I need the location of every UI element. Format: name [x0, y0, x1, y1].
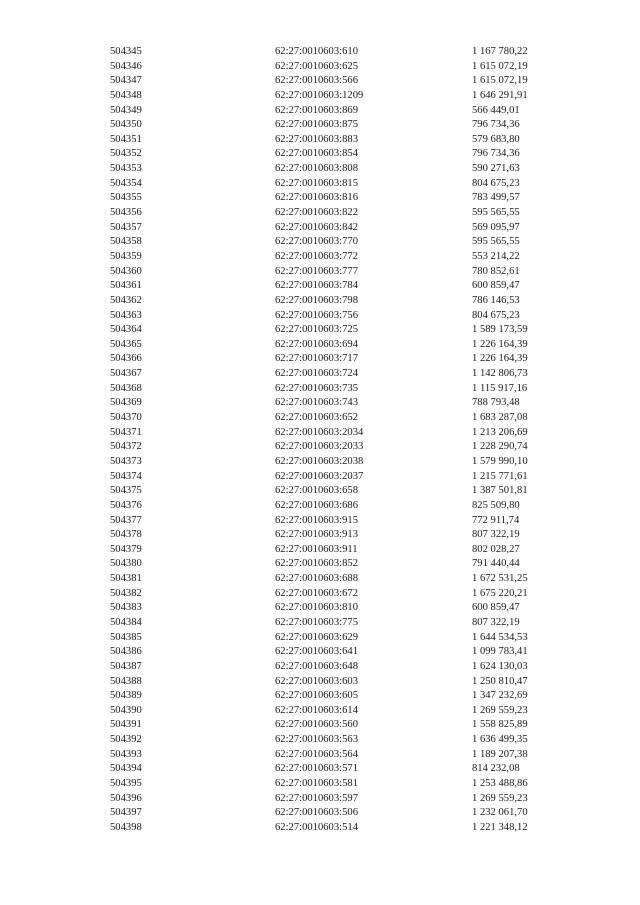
table-row: [110, 792, 550, 807]
table-row: [110, 221, 550, 236]
value-cell: 814 232,08: [472, 763, 520, 775]
row-number-cell: 504347: [110, 75, 142, 87]
table-row: [110, 572, 550, 587]
row-number-cell: 504357: [110, 221, 142, 233]
table-row: [110, 89, 550, 104]
cadastral-number-cell: 62:27:0010603:658: [275, 485, 358, 497]
cadastral-number-cell: 62:27:0010603:815: [275, 177, 358, 189]
table-row: [110, 45, 550, 60]
row-number-cell: 504351: [110, 133, 142, 145]
table-row: [110, 294, 550, 309]
row-number-cell: 504374: [110, 470, 142, 482]
table-row: [110, 382, 550, 397]
cadastral-number-cell: 62:27:0010603:852: [275, 558, 358, 570]
table-row: [110, 616, 550, 631]
row-number-cell: 504345: [110, 46, 142, 57]
value-cell: 788 793,48: [472, 397, 520, 409]
table-row: [110, 675, 550, 690]
value-cell: 553 214,22: [472, 250, 520, 262]
cadastral-number-cell: 62:27:0010603:605: [275, 690, 358, 702]
row-number-cell: 504346: [110, 60, 142, 72]
table-row: [110, 279, 550, 294]
cadastral-number-cell: 62:27:0010603:688: [275, 573, 358, 585]
value-cell: 579 683,80: [472, 133, 520, 145]
table-row: [110, 704, 550, 719]
cadastral-number-cell: 62:27:0010603:2037: [275, 470, 364, 482]
value-cell: 1 387 501,81: [472, 485, 528, 497]
value-cell: 1 189 207,38: [472, 748, 528, 760]
cadastral-number-cell: 62:27:0010603:724: [275, 368, 358, 380]
table-row: [110, 206, 550, 221]
cadastral-number-cell: 62:27:0010603:514: [275, 821, 358, 833]
cadastral-number-cell: 62:27:0010603:2034: [275, 426, 364, 438]
table-row: [110, 601, 550, 616]
table-row: [110, 338, 550, 353]
value-cell: 1 221 348,12: [472, 821, 528, 833]
row-number-cell: 504386: [110, 646, 142, 658]
table-row: [110, 118, 550, 133]
value-cell: 825 509,80: [472, 499, 520, 511]
data-table: [110, 45, 550, 836]
cadastral-number-cell: 62:27:0010603:822: [275, 207, 358, 219]
cadastral-number-cell: 62:27:0010603:2038: [275, 455, 364, 467]
row-number-cell: 504355: [110, 192, 142, 204]
row-number-cell: 504398: [110, 821, 142, 833]
table-row: [110, 587, 550, 602]
value-cell: 1 615 072,19: [472, 60, 528, 72]
value-cell: 1 099 783,41: [472, 646, 528, 658]
cadastral-number-cell: 62:27:0010603:603: [275, 675, 358, 687]
cadastral-number-cell: 62:27:0010603:842: [275, 221, 358, 233]
table-row: [110, 411, 550, 426]
table-row: [110, 821, 550, 836]
row-number-cell: 504391: [110, 719, 142, 731]
table-row: [110, 104, 550, 119]
cadastral-number-cell: 62:27:0010603:672: [275, 587, 358, 599]
table-row: [110, 74, 550, 89]
row-number-cell: 504353: [110, 163, 142, 175]
table-row: [110, 718, 550, 733]
row-number-cell: 504384: [110, 616, 142, 628]
cadastral-number-cell: 62:27:0010603:915: [275, 514, 358, 526]
row-number-cell: 504378: [110, 529, 142, 541]
row-number-cell: 504372: [110, 441, 142, 453]
cadastral-number-cell: 62:27:0010603:563: [275, 734, 358, 746]
row-number-cell: 504361: [110, 280, 142, 292]
value-cell: 1 558 825,89: [472, 719, 528, 731]
table-row: [110, 265, 550, 280]
table-row: [110, 426, 550, 441]
row-number-cell: 504352: [110, 148, 142, 160]
cadastral-number-cell: 62:27:0010603:641: [275, 646, 358, 658]
table-row: [110, 484, 550, 499]
cadastral-number-cell: 62:27:0010603:564: [275, 748, 358, 760]
row-number-cell: 504368: [110, 382, 142, 394]
table-row: [110, 250, 550, 265]
value-cell: 1 644 534,53: [472, 631, 528, 643]
value-cell: 1 215 771,61: [472, 470, 528, 482]
cadastral-number-cell: 62:27:0010603:629: [275, 631, 358, 643]
cadastral-number-cell: 62:27:0010603:717: [275, 353, 358, 365]
value-cell: 1 213 206,69: [472, 426, 528, 438]
value-cell: 1 228 290,74: [472, 441, 528, 453]
table-row: [110, 191, 550, 206]
table-row: [110, 733, 550, 748]
row-number-cell: 504366: [110, 353, 142, 365]
table-row: [110, 323, 550, 338]
cadastral-number-cell: 62:27:0010603:854: [275, 148, 358, 160]
value-cell: 1 636 499,35: [472, 734, 528, 746]
cadastral-number-cell: 62:27:0010603:1209: [275, 89, 364, 101]
value-cell: 1 672 531,25: [472, 573, 528, 585]
value-cell: 1 142 806,73: [472, 368, 528, 380]
cadastral-number-cell: 62:27:0010603:648: [275, 660, 358, 672]
cadastral-number-cell: 62:27:0010603:772: [275, 250, 358, 262]
table-row: [110, 806, 550, 821]
table-row: [110, 162, 550, 177]
row-number-cell: 504358: [110, 236, 142, 248]
value-cell: 796 734,36: [472, 148, 520, 160]
table-row: [110, 777, 550, 792]
table-row: [110, 543, 550, 558]
cadastral-number-cell: 62:27:0010603:571: [275, 763, 358, 775]
row-number-cell: 504390: [110, 704, 142, 716]
cadastral-number-cell: 62:27:0010603:875: [275, 119, 358, 131]
cadastral-number-cell: 62:27:0010603:652: [275, 412, 358, 424]
table-row: [110, 396, 550, 411]
table-row: [110, 133, 550, 148]
table-row: [110, 557, 550, 572]
cadastral-number-cell: 62:27:0010603:625: [275, 60, 358, 72]
table-row: [110, 352, 550, 367]
value-cell: 1 646 291,91: [472, 89, 528, 101]
row-number-cell: 504349: [110, 104, 142, 116]
value-cell: 1 624 130,03: [472, 660, 528, 672]
row-number-cell: 504354: [110, 177, 142, 189]
table-row: [110, 645, 550, 660]
table-row: [110, 455, 550, 470]
value-cell: 807 322,19: [472, 529, 520, 541]
cadastral-number-cell: 62:27:0010603:614: [275, 704, 358, 716]
value-cell: 566 449,01: [472, 104, 520, 116]
value-cell: 796 734,36: [472, 119, 520, 131]
row-number-cell: 504393: [110, 748, 142, 760]
cadastral-number-cell: 62:27:0010603:2033: [275, 441, 364, 453]
row-number-cell: 504396: [110, 792, 142, 804]
cadastral-number-cell: 62:27:0010603:506: [275, 807, 358, 819]
table-row: [110, 762, 550, 777]
cadastral-number-cell: 62:27:0010603:694: [275, 338, 358, 350]
cadastral-number-cell: 62:27:0010603:883: [275, 133, 358, 145]
value-cell: 595 565,55: [472, 207, 520, 219]
value-cell: 1 675 220,21: [472, 587, 528, 599]
row-number-cell: 504377: [110, 514, 142, 526]
value-cell: 1 250 810,47: [472, 675, 528, 687]
table-row: [110, 177, 550, 192]
cadastral-number-cell: 62:27:0010603:610: [275, 46, 358, 57]
cadastral-number-cell: 62:27:0010603:560: [275, 719, 358, 731]
row-number-cell: 504392: [110, 734, 142, 746]
value-cell: 595 565,55: [472, 236, 520, 248]
value-cell: 804 675,23: [472, 177, 520, 189]
cadastral-number-cell: 62:27:0010603:911: [275, 543, 358, 555]
row-number-cell: 504389: [110, 690, 142, 702]
cadastral-number-cell: 62:27:0010603:810: [275, 602, 358, 614]
row-number-cell: 504381: [110, 573, 142, 585]
row-number-cell: 504356: [110, 207, 142, 219]
row-number-cell: 504383: [110, 602, 142, 614]
table-row: [110, 499, 550, 514]
row-number-cell: 504369: [110, 397, 142, 409]
value-cell: 804 675,23: [472, 309, 520, 321]
value-cell: 1 269 559,23: [472, 704, 528, 716]
value-cell: 780 852,61: [472, 265, 520, 277]
value-cell: 1 226 164,39: [472, 338, 528, 350]
value-cell: 569 095,97: [472, 221, 520, 233]
row-number-cell: 504371: [110, 426, 142, 438]
value-cell: 1 269 559,23: [472, 792, 528, 804]
cadastral-number-cell: 62:27:0010603:808: [275, 163, 358, 175]
row-number-cell: 504350: [110, 119, 142, 131]
value-cell: 590 271,63: [472, 163, 520, 175]
row-number-cell: 504363: [110, 309, 142, 321]
cadastral-number-cell: 62:27:0010603:777: [275, 265, 358, 277]
row-number-cell: 504364: [110, 324, 142, 336]
cadastral-number-cell: 62:27:0010603:756: [275, 309, 358, 321]
value-cell: 1 683 287,08: [472, 412, 528, 424]
row-number-cell: 504387: [110, 660, 142, 672]
value-cell: 1 347 232,69: [472, 690, 528, 702]
value-cell: 600 859,47: [472, 602, 520, 614]
table-row: [110, 235, 550, 250]
cadastral-number-cell: 62:27:0010603:566: [275, 75, 358, 87]
row-number-cell: 504385: [110, 631, 142, 643]
table-row: [110, 309, 550, 324]
cadastral-number-cell: 62:27:0010603:725: [275, 324, 358, 336]
cadastral-number-cell: 62:27:0010603:743: [275, 397, 358, 409]
row-number-cell: 504380: [110, 558, 142, 570]
row-number-cell: 504370: [110, 412, 142, 424]
row-number-cell: 504362: [110, 294, 142, 306]
cadastral-number-cell: 62:27:0010603:597: [275, 792, 358, 804]
value-cell: 1 167 780,22: [472, 46, 528, 57]
value-cell: 786 146,53: [472, 294, 520, 306]
value-cell: 1 226 164,39: [472, 353, 528, 365]
cadastral-number-cell: 62:27:0010603:686: [275, 499, 358, 511]
row-number-cell: 504382: [110, 587, 142, 599]
row-number-cell: 504365: [110, 338, 142, 350]
cadastral-number-cell: 62:27:0010603:913: [275, 529, 358, 541]
table-row: [110, 631, 550, 646]
row-number-cell: 504379: [110, 543, 142, 555]
value-cell: 791 440,44: [472, 558, 520, 570]
value-cell: 1 615 072,19: [472, 75, 528, 87]
value-cell: 1 579 990,10: [472, 455, 528, 467]
row-number-cell: 504395: [110, 778, 142, 790]
row-number-cell: 504376: [110, 499, 142, 511]
value-cell: 772 911,74: [472, 514, 520, 526]
row-number-cell: 504394: [110, 763, 142, 775]
cadastral-number-cell: 62:27:0010603:798: [275, 294, 358, 306]
table-row: [110, 514, 550, 529]
cadastral-number-cell: 62:27:0010603:770: [275, 236, 358, 248]
cadastral-number-cell: 62:27:0010603:581: [275, 778, 358, 790]
table-row: [110, 528, 550, 543]
cadastral-number-cell: 62:27:0010603:735: [275, 382, 358, 394]
row-number-cell: 504373: [110, 455, 142, 467]
row-number-cell: 504388: [110, 675, 142, 687]
value-cell: 1 253 488,86: [472, 778, 528, 790]
table-row: [110, 660, 550, 675]
value-cell: 802 028,27: [472, 543, 520, 555]
table-row: [110, 470, 550, 485]
value-cell: 600 859,47: [472, 280, 520, 292]
row-number-cell: 504360: [110, 265, 142, 277]
row-number-cell: 504375: [110, 485, 142, 497]
cadastral-number-cell: 62:27:0010603:869: [275, 104, 358, 116]
row-number-cell: 504348: [110, 89, 142, 101]
cadastral-number-cell: 62:27:0010603:784: [275, 280, 358, 292]
value-cell: 1 589 173,59: [472, 324, 528, 336]
value-cell: 1 232 061,70: [472, 807, 528, 819]
cadastral-number-cell: 62:27:0010603:775: [275, 616, 358, 628]
table-row: [110, 748, 550, 763]
value-cell: 783 499,57: [472, 192, 520, 204]
table-row: [110, 440, 550, 455]
row-number-cell: 504359: [110, 250, 142, 262]
table-row: [110, 60, 550, 75]
table-row: [110, 689, 550, 704]
table-row: [110, 147, 550, 162]
value-cell: 807 322,19: [472, 616, 520, 628]
value-cell: 1 115 917,16: [472, 382, 528, 394]
row-number-cell: 504367: [110, 368, 142, 380]
table-row: [110, 367, 550, 382]
row-number-cell: 504397: [110, 807, 142, 819]
cadastral-number-cell: 62:27:0010603:816: [275, 192, 358, 204]
